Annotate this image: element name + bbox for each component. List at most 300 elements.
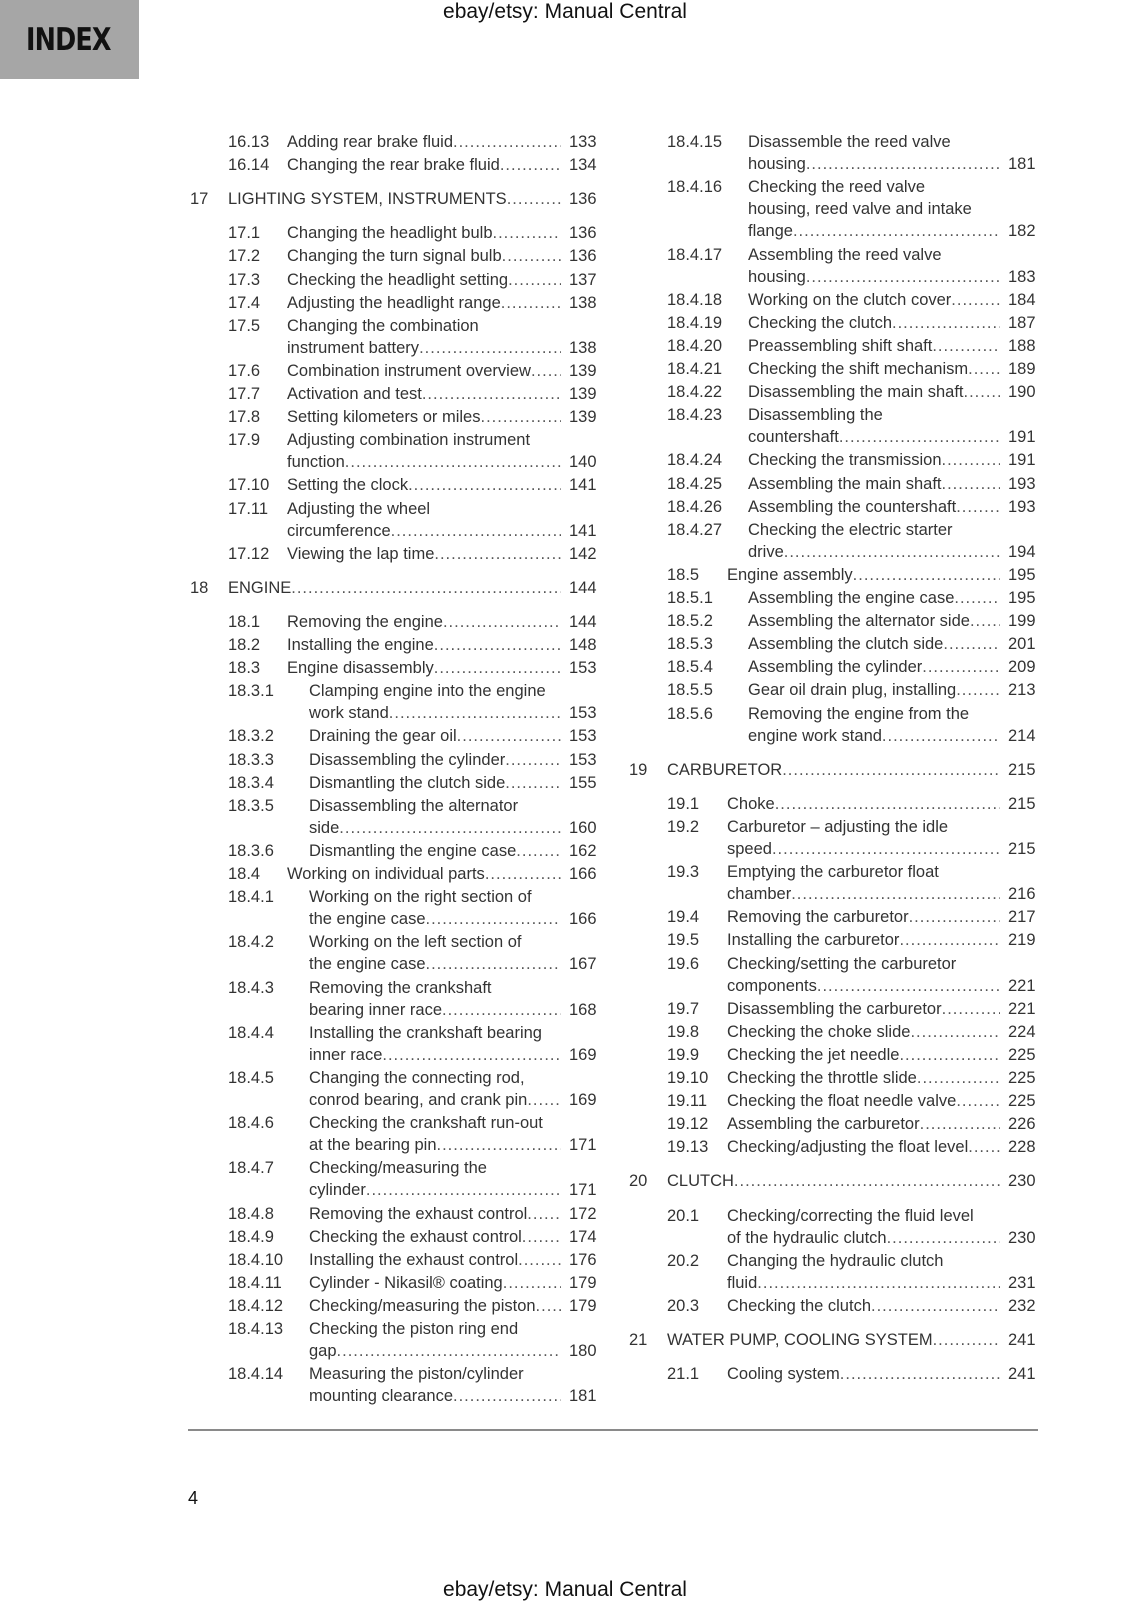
dot-leader — [899, 929, 1000, 951]
toc-entry-title: Working on the left section of — [309, 933, 522, 952]
dot-leader — [536, 1295, 561, 1317]
toc-entry-page: 168 — [569, 1000, 597, 1019]
dot-leader — [839, 426, 1000, 448]
toc-entry-number: 18.4.8 — [228, 1204, 274, 1223]
toc-entry-number: 20 — [629, 1172, 648, 1191]
toc-entry-page: 179 — [569, 1273, 597, 1292]
toc-entry-title: Gear oil drain plug, installing — [748, 681, 957, 700]
toc-entry[interactable] — [228, 1203, 605, 1225]
toc-entry-title: Checking the piston ring end — [309, 1320, 519, 1338]
dot-leader — [899, 1044, 1000, 1066]
toc-entry-page: 228 — [1008, 1138, 1036, 1157]
toc-entry-title: Disassembling the alternator — [309, 796, 519, 815]
toc-entry[interactable] — [667, 496, 1044, 518]
toc-entry-number: 18.4.2 — [228, 933, 274, 952]
dot-leader — [434, 634, 561, 656]
toc-entry-number: 19.9 — [667, 1045, 700, 1064]
toc-entry[interactable] — [228, 1363, 605, 1407]
toc-entry-page: 216 — [1008, 885, 1036, 904]
toc-entry-page: 225 — [1008, 1045, 1036, 1064]
toc-entry[interactable] — [667, 587, 1044, 609]
toc-entry-page: 176 — [569, 1250, 597, 1269]
toc-entry-number: 21 — [629, 1331, 648, 1349]
toc-entry-title: housing — [748, 267, 806, 286]
toc-entry[interactable] — [667, 906, 1044, 928]
toc-entry-title: Viewing the lap time — [287, 544, 435, 563]
toc-entry-page: 138 — [569, 293, 597, 312]
toc-entry-title: Checking the clutch — [748, 313, 892, 332]
dot-leader — [408, 474, 561, 496]
toc-entry[interactable] — [228, 1272, 605, 1294]
toc-entry[interactable] — [667, 1136, 1044, 1158]
toc-entry-page: 141 — [569, 476, 597, 495]
toc-entry-number: 18.3.5 — [228, 796, 274, 815]
dot-leader — [956, 1090, 1000, 1112]
toc-entry-number: 17 — [190, 190, 209, 209]
toc-entry-title: speed — [727, 839, 772, 858]
dot-leader — [943, 633, 1000, 655]
toc-entry[interactable] — [228, 886, 605, 930]
toc-entry-number: 21.1 — [667, 1365, 700, 1384]
toc-entry-page: 171 — [569, 1136, 597, 1155]
toc-entry-page: 181 — [1008, 155, 1036, 173]
toc-entry-title: Changing the hydraulic clutch — [727, 1251, 944, 1270]
toc-entry-page: 187 — [1008, 313, 1036, 332]
dot-leader — [453, 1385, 561, 1407]
toc-entry-title: Checking the shift mechanism — [748, 360, 969, 378]
toc-entry[interactable] — [228, 154, 605, 176]
toc-entry[interactable] — [667, 953, 1044, 997]
toc-entry-title: Engine assembly — [727, 565, 853, 584]
toc-entry[interactable] — [667, 610, 1044, 632]
toc-entry[interactable] — [667, 176, 1044, 242]
toc-entry-title: Disassemble the reed valve — [748, 133, 951, 151]
toc-entry-number: 18.4.26 — [667, 497, 723, 516]
toc-entry-page: 167 — [569, 955, 597, 974]
toc-chapter-entry[interactable] — [629, 1329, 1044, 1351]
toc-entry[interactable] — [667, 1044, 1044, 1066]
toc-entry-number: 17.1 — [228, 224, 261, 243]
toc-entry[interactable] — [667, 1090, 1044, 1112]
toc-entry-page: 174 — [569, 1227, 597, 1246]
toc-chapter-entry[interactable] — [629, 1170, 1044, 1192]
dot-leader — [806, 266, 1000, 288]
toc-entry-title: Combination instrument overview — [287, 361, 531, 380]
toc-entry[interactable] — [228, 245, 605, 267]
dot-leader — [970, 610, 1000, 632]
toc-entry-title: Disassembling the main shaft — [748, 383, 964, 402]
dot-leader — [775, 793, 1000, 815]
toc-entry[interactable] — [228, 1318, 605, 1362]
toc-entry-title: Removing the engine — [287, 612, 443, 631]
toc-entry-title: ENGINE — [228, 578, 292, 597]
dot-leader — [920, 1113, 1000, 1135]
toc-entry-title: Checking/measuring the piston — [309, 1296, 536, 1315]
toc-entry-number: 20.3 — [667, 1296, 700, 1315]
dot-leader — [493, 222, 561, 244]
toc-entry[interactable] — [228, 611, 605, 633]
dot-leader — [817, 975, 1000, 997]
toc-entry-page: 191 — [1008, 451, 1036, 470]
toc-entry-title: bearing inner race — [309, 1000, 442, 1019]
toc-entry[interactable] — [667, 861, 1044, 905]
dot-leader — [917, 1067, 1000, 1089]
toc-entry-title: Checking the headlight setting — [287, 270, 509, 289]
toc-entry-page: 214 — [1008, 726, 1036, 745]
toc-entry-title: engine work stand — [748, 726, 882, 745]
toc-entry[interactable] — [228, 840, 605, 862]
toc-entry-number: 19.5 — [667, 931, 700, 950]
toc-entry-title: Removing the engine from the — [748, 704, 970, 723]
toc-entry-title: chamber — [727, 885, 792, 904]
dot-leader — [951, 289, 1000, 311]
toc-entry[interactable] — [228, 406, 605, 428]
toc-entry-title: Preassembling shift shaft — [748, 336, 933, 355]
toc-entry-page: 153 — [569, 750, 597, 769]
toc-entry-number: 17.4 — [228, 293, 261, 312]
dot-leader — [337, 1340, 561, 1362]
toc-entry-page: 183 — [1008, 267, 1036, 286]
toc-entry[interactable] — [667, 1250, 1044, 1294]
dot-leader — [382, 1044, 561, 1066]
toc-entry[interactable] — [667, 793, 1044, 815]
toc-entry-title: Checking/measuring the — [309, 1159, 487, 1178]
toc-entry[interactable] — [667, 1067, 1044, 1089]
toc-entry-title: Changing the rear brake fluid — [287, 156, 500, 175]
toc-entry-title: CLUTCH — [667, 1172, 734, 1191]
toc-entry[interactable] — [667, 1205, 1044, 1249]
toc-entry[interactable] — [667, 1021, 1044, 1043]
toc-entry[interactable] — [667, 703, 1044, 747]
dot-leader — [522, 1226, 561, 1248]
toc-entry-title: Emptying the carburetor float — [727, 863, 939, 882]
dot-leader — [757, 1272, 1000, 1294]
toc-entry[interactable] — [228, 657, 605, 679]
toc-entry-number: 18.3.2 — [228, 727, 274, 746]
toc-entry-title: Removing the exhaust control — [309, 1204, 528, 1223]
toc-entry-title: Assembling the clutch side — [748, 635, 944, 654]
toc-entry-title: Assembling the main shaft — [748, 474, 942, 493]
toc-entry-number: 19.2 — [667, 817, 700, 836]
toc-entry[interactable] — [667, 1113, 1044, 1135]
toc-entry[interactable] — [228, 680, 605, 724]
toc-entry-title: Adding rear brake fluid — [287, 133, 454, 151]
toc-entry-title: Changing the combination — [287, 316, 479, 335]
toc-entry[interactable] — [228, 1022, 605, 1066]
toc-chapter-entry[interactable] — [190, 577, 605, 599]
toc-entry-number: 19.3 — [667, 863, 700, 882]
toc-entry-page: 195 — [1008, 589, 1036, 607]
toc-entry[interactable] — [667, 816, 1044, 860]
toc-entry[interactable] — [667, 358, 1044, 380]
toc-entry-title: Checking the exhaust control — [309, 1227, 522, 1246]
toc-entry[interactable] — [667, 564, 1044, 586]
dot-leader — [437, 1134, 561, 1156]
toc-entry-page: 191 — [1008, 428, 1036, 447]
toc-entry-number: 18.4.17 — [667, 245, 723, 264]
toc-entry[interactable] — [228, 1157, 605, 1201]
toc-entry-number: 19.4 — [667, 908, 700, 927]
dot-leader — [791, 883, 1000, 905]
toc-entry-number: 18.5.5 — [667, 681, 713, 700]
toc-entry-title: Checking the clutch — [727, 1296, 871, 1315]
toc-entry-page: 140 — [569, 453, 597, 472]
toc-entry-page: 225 — [1008, 1092, 1036, 1111]
toc-entry-title: Clamping engine into the engine — [309, 682, 546, 701]
toc-entry[interactable] — [228, 931, 605, 975]
toc-entry-page: 232 — [1008, 1296, 1036, 1315]
toc-entry-title: Dismantling the clutch side — [309, 773, 506, 792]
toc-entry-title: inner race — [309, 1045, 383, 1064]
toc-entry-number: 18.4.20 — [667, 336, 723, 355]
toc-entry-title: CARBURETOR — [667, 760, 783, 779]
toc-entry-title: Disassembling the — [748, 406, 883, 425]
dot-leader — [853, 564, 1000, 586]
toc-entry[interactable] — [667, 312, 1044, 334]
toc-entry-number: 18.4.4 — [228, 1023, 274, 1042]
toc-entry-number: 17.7 — [228, 385, 261, 403]
toc-entry-number: 18.3 — [228, 659, 261, 678]
toc-entry[interactable] — [228, 1112, 605, 1156]
toc-entry-title: at the bearing pin — [309, 1136, 437, 1155]
dot-leader — [391, 520, 561, 542]
toc-entry-page: 169 — [569, 1090, 597, 1109]
dot-leader — [419, 337, 561, 359]
toc-entry[interactable] — [228, 360, 605, 382]
toc-entry-page: 184 — [1008, 290, 1036, 309]
toc-entry[interactable] — [228, 543, 605, 565]
dot-leader — [291, 577, 561, 599]
toc-entry-title: Checking the electric starter — [748, 520, 953, 539]
dot-leader — [892, 312, 1000, 334]
dot-leader — [500, 154, 561, 176]
toc-entry[interactable] — [667, 929, 1044, 951]
toc-entry-number: 17.12 — [228, 544, 270, 563]
toc-entry[interactable] — [667, 449, 1044, 471]
toc-entry[interactable] — [228, 1067, 605, 1111]
toc-entry-title: cylinder — [309, 1181, 366, 1200]
dot-leader — [806, 153, 1000, 175]
toc-entry-page: 231 — [1008, 1273, 1036, 1292]
toc-entry-page: 221 — [1008, 976, 1036, 995]
toc-entry-number: 18.3.6 — [228, 841, 274, 860]
toc-entry[interactable] — [228, 1249, 605, 1271]
dot-leader — [968, 358, 1000, 380]
toc-entry-title: Working on the clutch cover — [748, 290, 952, 309]
toc-entry[interactable] — [228, 269, 605, 291]
dot-leader — [480, 406, 561, 428]
toc-entry-title: Assembling the reed valve — [748, 245, 942, 264]
dot-leader — [887, 1227, 1000, 1249]
toc-entry-title: side — [309, 818, 340, 837]
toc-entry-page: 201 — [1008, 635, 1036, 654]
toc-entry-title: Adjusting the wheel — [287, 499, 431, 518]
toc-entry-number: 18.4.25 — [667, 474, 723, 493]
toc-entry-title: Checking the jet needle — [727, 1045, 900, 1064]
toc-entry[interactable] — [228, 725, 605, 747]
toc-entry[interactable] — [228, 222, 605, 244]
toc-entry-number: 18.4.12 — [228, 1296, 284, 1315]
toc-entry-number: 16.13 — [228, 133, 270, 151]
toc-entry-page: 139 — [569, 385, 597, 403]
toc-entry-title: conrod bearing, and crank pin — [309, 1090, 528, 1109]
toc-entry-number: 17.8 — [228, 408, 261, 427]
toc-entry-page: 169 — [569, 1045, 597, 1064]
dot-leader — [516, 840, 561, 862]
toc-entry-page: 209 — [1008, 658, 1036, 677]
toc-entry-page: 155 — [569, 773, 597, 792]
dot-leader — [422, 383, 561, 405]
toc-entry-page: 215 — [1008, 794, 1036, 813]
toc-entry-number: 18.4.5 — [228, 1068, 274, 1087]
toc-entry-title: Choke — [727, 794, 775, 813]
dot-leader — [840, 1363, 1000, 1385]
toc-entry-number: 16.14 — [228, 156, 270, 175]
toc-entry-number: 18.5 — [667, 565, 700, 584]
toc-entry-number: 18.5.6 — [667, 704, 713, 723]
toc-entry-title: Checking the choke slide — [727, 1022, 911, 1041]
toc-entry[interactable] — [667, 1363, 1044, 1385]
toc-entry-title: fluid — [727, 1273, 758, 1292]
dot-leader — [882, 725, 1000, 747]
toc-entry-number: 17.5 — [228, 316, 261, 335]
toc-entry[interactable] — [228, 292, 605, 314]
toc-entry[interactable] — [228, 131, 605, 153]
toc-entry[interactable] — [228, 634, 605, 656]
toc-entry-page: 141 — [569, 521, 597, 540]
toc-entry-title: Checking/setting the carburetor — [727, 954, 957, 973]
dot-leader — [968, 1136, 1000, 1158]
toc-entry[interactable] — [667, 679, 1044, 701]
toc-entry[interactable] — [228, 474, 605, 496]
toc-entry-number: 18.4.23 — [667, 406, 723, 425]
toc-entry[interactable] — [667, 244, 1044, 288]
toc-entry[interactable] — [667, 289, 1044, 311]
toc-entry-number: 19.10 — [667, 1069, 709, 1087]
toc-entry-title: the engine case — [309, 955, 426, 974]
toc-entry-page: 179 — [569, 1296, 597, 1315]
toc-entry-number: 19.1 — [667, 794, 700, 813]
toc-entry-number: 18.5.3 — [667, 635, 713, 654]
toc-entry-title: Cooling system — [727, 1365, 840, 1384]
toc-entry[interactable] — [228, 795, 605, 839]
toc-entry-page: 195 — [1008, 565, 1036, 584]
toc-entry-page: 160 — [569, 818, 597, 837]
toc-entry-number: 18.4.10 — [228, 1250, 284, 1269]
toc-entry-number: 18.3.4 — [228, 773, 274, 792]
toc-chapter-entry[interactable] — [190, 188, 605, 210]
toc-entry-title: Changing the connecting rod, — [309, 1068, 525, 1087]
toc-entry-title: Installing the exhaust control — [309, 1250, 519, 1269]
toc-entry-title: Installing the carburetor — [727, 931, 900, 950]
toc-entry-number: 19.8 — [667, 1022, 700, 1041]
dot-leader — [922, 656, 1000, 678]
toc-entry-title: Disassembling the cylinder — [309, 750, 506, 769]
toc-entry[interactable] — [228, 1226, 605, 1248]
toc-entry[interactable] — [667, 633, 1044, 655]
toc-entry-number: 17.6 — [228, 361, 261, 380]
toc-entry-number: 18.4.13 — [228, 1320, 284, 1338]
toc-entry[interactable] — [228, 772, 605, 794]
dot-leader — [531, 360, 561, 382]
dot-leader — [389, 702, 561, 724]
toc-entry-title: flange — [748, 222, 793, 241]
toc-entry-title: Working on individual parts — [287, 865, 485, 883]
toc-entry-page: 230 — [1008, 1228, 1036, 1247]
toc-entry[interactable] — [228, 977, 605, 1021]
toc-entry[interactable] — [667, 381, 1044, 403]
toc-entry-page: 166 — [569, 910, 597, 929]
toc-entry-page: 181 — [569, 1387, 597, 1406]
toc-entry[interactable] — [667, 335, 1044, 357]
toc-entry-page: 139 — [569, 408, 597, 427]
toc-entry-title: Checking the crankshaft run-out — [309, 1114, 543, 1133]
toc-entry[interactable] — [228, 315, 605, 359]
footer-divider — [188, 1429, 1038, 1431]
toc-entry[interactable] — [667, 519, 1044, 563]
toc-entry-number: 17.3 — [228, 270, 261, 289]
toc-entry[interactable] — [667, 131, 1044, 175]
toc-entry-number: 18.5.4 — [667, 658, 713, 677]
watermark-top: ebay/etsy: Manual Central — [443, 0, 687, 23]
dot-leader — [339, 817, 561, 839]
dot-leader — [793, 220, 1000, 242]
toc-entry-number: 18.4.1 — [228, 888, 274, 907]
dot-leader — [734, 1170, 1000, 1192]
toc-entry-title: Removing the crankshaft — [309, 978, 492, 997]
page-number: 4 — [188, 1488, 199, 1508]
toc-entry[interactable] — [228, 383, 605, 405]
toc-entry-page: 217 — [1008, 908, 1036, 927]
toc-entry-title: Assembling the alternator side — [748, 612, 970, 631]
toc-entry[interactable] — [228, 429, 605, 473]
toc-entry-number: 19.12 — [667, 1115, 709, 1134]
toc-entry-number: 20.2 — [667, 1251, 700, 1270]
toc-entry-number: 18.4.19 — [667, 313, 723, 332]
toc-entry-page: 144 — [569, 612, 597, 631]
toc-entry-number: 19.6 — [667, 954, 700, 973]
toc-entry[interactable] — [228, 863, 605, 885]
toc-entry-title: Installing the engine — [287, 636, 434, 654]
toc-entry-number: 17.9 — [228, 431, 261, 450]
toc-entry-page: 134 — [569, 156, 597, 175]
toc-entry[interactable] — [667, 473, 1044, 495]
toc-entry-number: 18.3.3 — [228, 750, 274, 769]
toc-entry[interactable] — [228, 749, 605, 771]
toc-entry[interactable] — [228, 1295, 605, 1317]
toc-entry[interactable] — [667, 1295, 1044, 1317]
toc-entry[interactable] — [667, 998, 1044, 1020]
dot-leader — [485, 863, 561, 885]
toc-entry[interactable] — [667, 404, 1044, 448]
toc-entry-number: 19 — [629, 760, 648, 779]
toc-entry-number: 18.1 — [228, 612, 261, 631]
toc-entry[interactable] — [228, 498, 605, 542]
toc-entry-page: 230 — [1008, 1172, 1036, 1191]
toc-entry-number: 18.4.3 — [228, 978, 274, 997]
toc-entry-title: Assembling the cylinder — [748, 658, 923, 677]
toc-entry[interactable] — [667, 656, 1044, 678]
toc-chapter-entry[interactable] — [629, 759, 1044, 781]
dot-leader — [443, 611, 561, 633]
toc-entry-title: Setting kilometers or miles — [287, 408, 481, 427]
toc-entry-title: function — [287, 453, 345, 472]
toc-entry-page: 221 — [1008, 999, 1036, 1018]
toc-entry-title: Assembling the carburetor — [727, 1115, 920, 1134]
toc-entry-title: countershaft — [748, 428, 839, 447]
toc-entry-title: Checking/adjusting the float level — [727, 1138, 969, 1157]
dot-leader — [527, 1203, 561, 1225]
